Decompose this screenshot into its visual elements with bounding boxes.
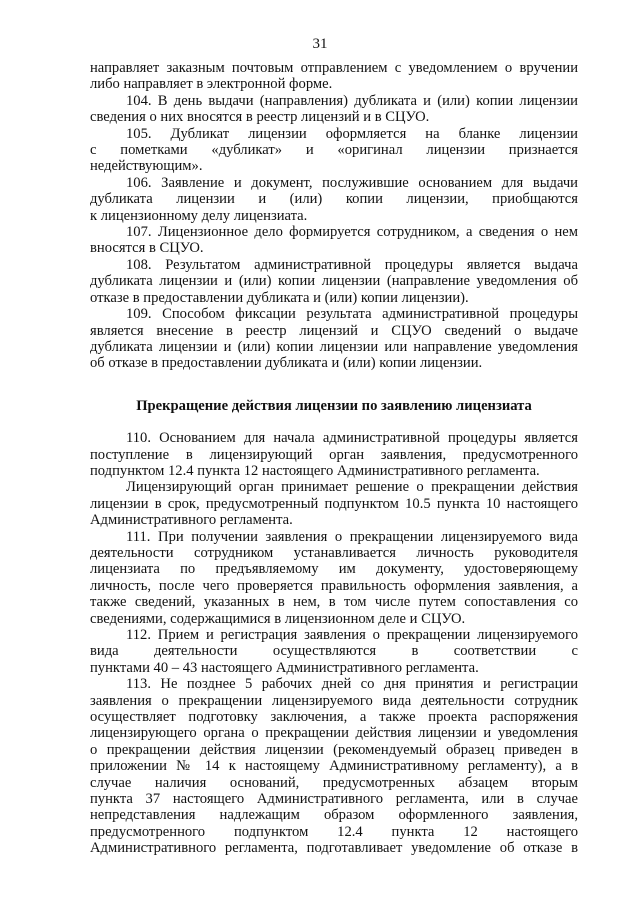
paragraph [90,126,578,175]
paragraph [90,224,578,257]
text-line: 108. Результатом административной процедуры является выдача [126,256,578,273]
text-line: направляет заказным почтовым отправлением с уведомлением о вручении [90,60,578,76]
text-line: 105. Дубликат лицензии оформляется на бланке лицензии [126,125,578,142]
text-line: 107. Лицензионное дело формируется сотрудником, а сведения о нем [126,224,578,241]
text-line: приложении № 14 к настоящему Административному регламенту), а в [90,758,578,775]
text-line: непредставления надлежащим образом оформленного заявления, [90,807,578,824]
text-line: подпунктом 12.4 пункта 12 настоящего Административного регламента. [90,462,540,479]
text-line: вносятся в СЦУО. [90,240,204,257]
text-line: отказе в предоставлении дубликата и (или) копии лицензии). [90,289,469,306]
text-line: 111. При получении заявления о прекращении лицензируемого вида [126,528,578,545]
text-line: 110. Основанием для начала административной процедуры является [126,430,578,447]
page-number: 31 [312,36,328,52]
text-line: личность, после чего проверяется правильность оформления заявления, а [90,577,578,594]
text-line: лицензирующего органа о прекращении действия лицензии и уведомления [90,725,578,742]
text-line: лицензиата по предъявляемому им документу, удостоверяющему [90,561,578,578]
paragraph [90,60,578,93]
text-line: 112. Прием и регистрация заявления о прекращении лицензируемого [126,627,578,643]
text-line: поступление в лицензирующий орган заявления, предусмотренного [90,446,578,463]
paragraph [90,306,578,372]
paragraph [90,430,578,479]
text-line: деятельности сотрудником устанавливается личность руководителя [90,544,578,561]
text-line: о прекращении действия лицензии (рекомендуемый образец приведен в [90,741,578,758]
text-line: пункта 37 настоящего Административного регламента, или в случае [90,791,578,808]
text-line: 106. Заявление и документ, послужившие основанием для выдачи [126,174,578,191]
paragraph [90,627,578,676]
text-line: также сведений, указанных в нем, в том числе путем сопоставления со [90,594,578,611]
text-line: дубликата лицензии и (или) копии лицензии или направление уведомления [90,338,578,355]
paragraph [90,175,578,224]
text-line: 104. В день выдачи (направления) дубликата и (или) копии лицензии [126,92,578,109]
paragraph [90,479,578,528]
paragraph [90,93,578,126]
text-line: сведениями, содержащимися в лицензионном деле и СЦУО. [90,610,466,627]
text-line: 109. Способом фиксации результата административной процедуры [126,306,578,323]
section-heading: Прекращение действия лицензии по заявлению лицензиата [136,397,532,414]
text-line: является внесение в реестр лицензий и СЦУО сведений о выдаче [90,322,578,339]
text-line: дубликата лицензии и (или) копии лицензии, приобщаются [90,191,578,208]
text-line: случае наличия оснований, предусмотренных абзацем вторым [90,774,578,791]
text-line: 113. Не позднее 5 рабочих дней со дня принятия и регистрации [126,676,578,693]
text-line: заявления о прекращении лицензируемого вида деятельности сотрудник [90,692,578,709]
text-line: недействующим». [90,158,203,175]
paragraph [90,257,578,306]
paragraph [90,529,578,627]
text-line: к лицензионному делу лицензиата. [90,207,308,224]
text-line: лицензии в срок, предусмотренный подпунктом 10.5 пункта 10 настоящего [90,495,578,512]
text-line: Административного регламента, подготавливает уведомление об отказе в [90,840,578,857]
document-body [90,60,578,857]
text-line: Лицензирующий орган принимает решение о прекращении действия [126,479,578,496]
text-line: предусмотренного подпунктом 12.4 пункта 12 настоящего [90,823,578,840]
text-line: сведения о них вносятся в реестр лицензий и в СЦУО. [90,109,430,126]
text-line: Административного регламента. [90,512,293,529]
text-line: осуществляет подготовку заключения, а также проекта распоряжения [90,709,578,726]
text-line: либо направляет в электронной форме. [90,76,333,93]
text-line: вида деятельности осуществляются в соответствии с [90,643,578,660]
text-line: пунктами 40 – 43 настоящего Административного регламента. [90,659,479,676]
text-line: дубликата лицензии и (или) копии лицензии (направление уведомления об [90,273,578,290]
text-line: с пометками «дубликат» и «оригинал лицензии признается [90,142,578,159]
text-line: об отказе в предоставлении дубликата и (или) копии лицензии. [90,355,483,372]
paragraph [90,676,578,856]
